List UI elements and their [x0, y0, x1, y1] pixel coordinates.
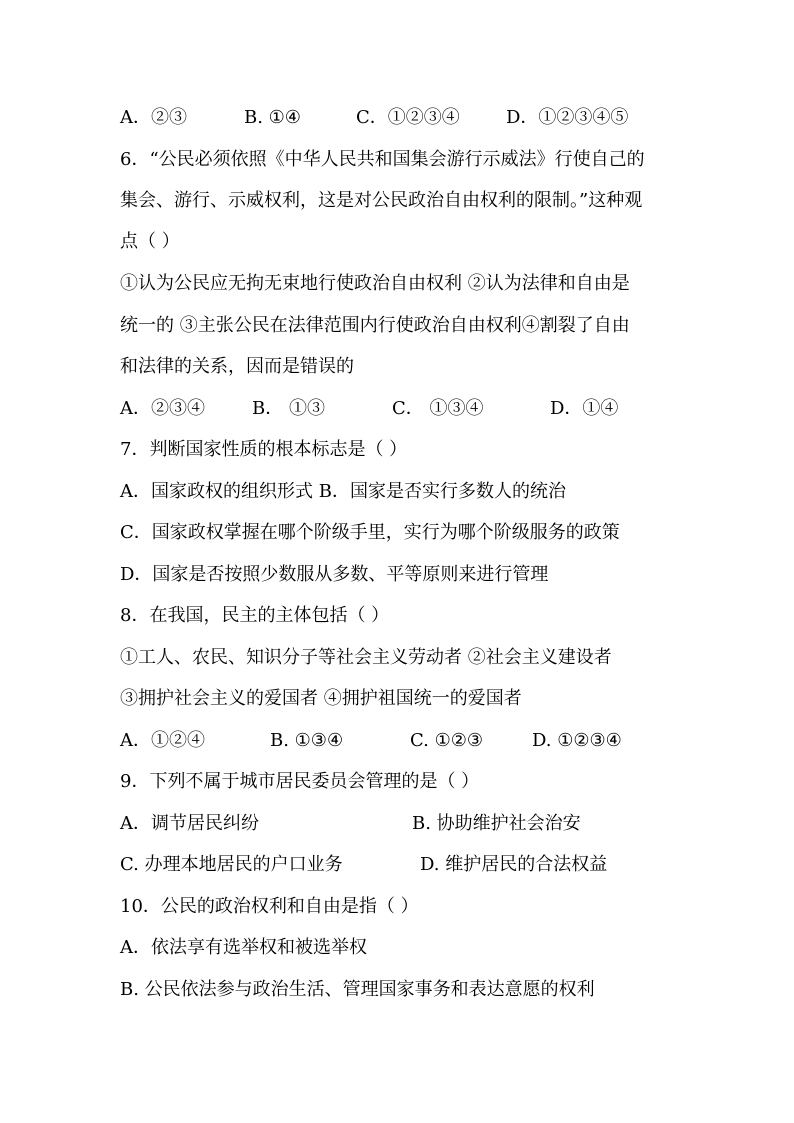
- q10-option-line-2: B. 公民依法参与政治生活、管理国家事务和表达意愿的权利: [120, 979, 595, 1000]
- q6-option-c: C． ①③④: [392, 398, 484, 419]
- q10-stem: 10．公民的政治权利和自由是指（ ）: [120, 896, 419, 917]
- q9-option-c: C. 办理本地居民的户口业务: [120, 854, 343, 875]
- q10-option-line-1: A．依法享有选举权和被选举权: [120, 937, 367, 958]
- q6-stem-line-1: 6．“公民必须依照《中华人民共和国集会游行示威法》行使自己的: [120, 149, 645, 170]
- q9-stem: 9．下列不属于城市居民委员会管理的是（ ）: [120, 771, 480, 792]
- q9-option-b: B. 协助维护社会治安: [412, 813, 581, 834]
- q6-option-a: A．②③④: [120, 398, 205, 419]
- q8-option-a: A．①②④: [120, 730, 205, 751]
- q6-statement-line-1: ①认为公民应无拘无束地行使政治自由权利 ②认为法律和自由是: [120, 273, 630, 294]
- q6-option-d: D．①④: [550, 398, 619, 419]
- q8-option-c: C. ①②③: [410, 730, 483, 751]
- q6-statement-line-2: 统一的 ③主张公民在法律范围内行使政治自由权利④割裂了自由: [120, 315, 630, 336]
- q8-statement-line-2: ③拥护社会主义的爱国者 ④拥护祖国统一的爱国者: [120, 688, 522, 709]
- q7-option-line-3: D．国家是否按照少数服从多数、平等原则来进行管理: [120, 564, 549, 585]
- q9-option-a: A．调节居民纠纷: [120, 813, 259, 834]
- q7-option-line-1: A．国家政权的组织形式 B．国家是否实行多数人的统治: [120, 481, 566, 502]
- q7-option-line-2: C．国家政权掌握在哪个阶级手里，实行为哪个阶级服务的政策: [120, 522, 620, 543]
- q7-stem: 7．判断国家性质的根本标志是（ ）: [120, 439, 408, 460]
- q8-stem: 8．在我国，民主的主体包括（ ）: [120, 605, 390, 626]
- q5-option-b: B. ①④: [244, 107, 301, 128]
- q8-statement-line-1: ①工人、农民、知识分子等社会主义劳动者 ②社会主义建设者: [120, 647, 612, 668]
- q5-option-a: A．②③: [120, 107, 187, 128]
- q6-option-b: B． ①③: [252, 398, 325, 419]
- q9-option-d: D. 维护居民的合法权益: [420, 854, 608, 875]
- q8-option-b: B. ①③④: [270, 730, 344, 751]
- q5-option-c: C．①②③④: [356, 107, 460, 128]
- q6-stem-line-3: 点（ ）: [120, 231, 180, 252]
- q5-option-d: D．①②③④⑤: [506, 107, 629, 128]
- q8-option-d: D. ①②③④: [532, 730, 622, 751]
- q6-statement-line-3: 和法律的关系，因而是错误的: [120, 356, 354, 377]
- q6-stem-line-2: 集会、游行、示威权利，这是对公民政治自由权利的限制。”这种观: [120, 190, 643, 211]
